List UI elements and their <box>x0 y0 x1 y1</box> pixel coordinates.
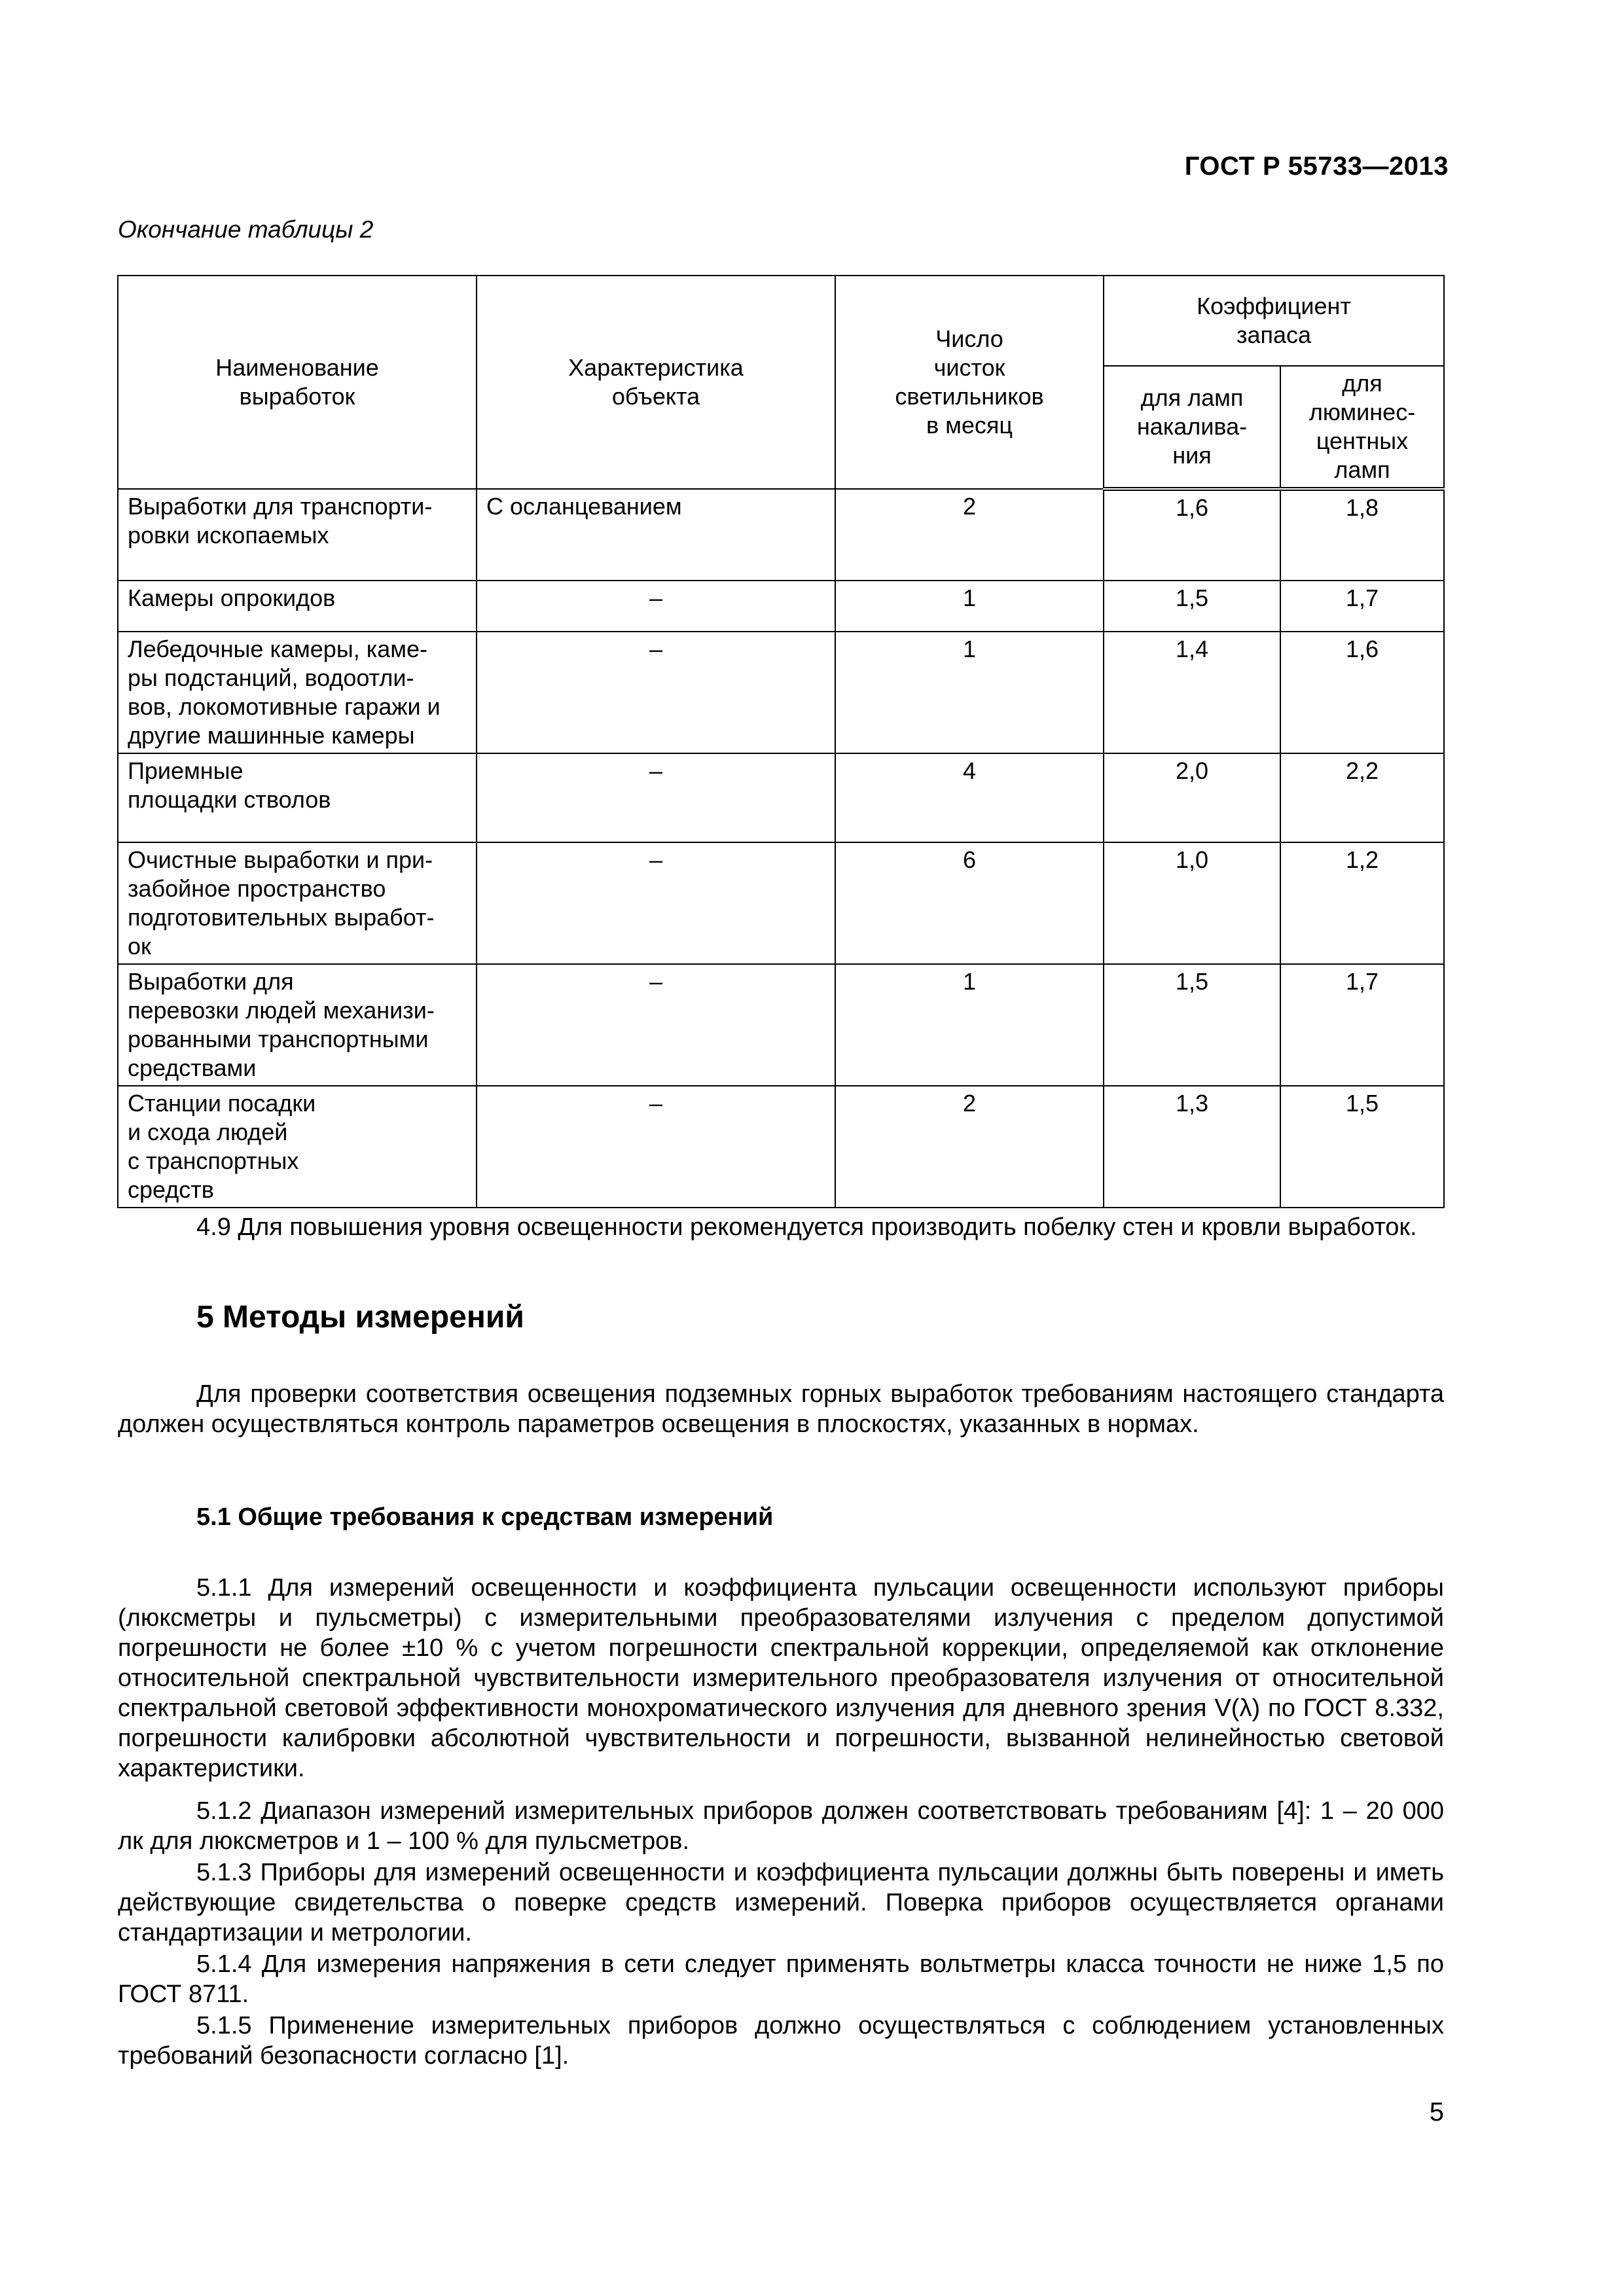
header-characteristic: Характеристика объекта <box>477 276 835 489</box>
document-id: ГОСТ Р 55733—2013 <box>1184 152 1449 181</box>
cell-cleanings: 1 <box>835 581 1104 632</box>
cell-fluorescent: 1,5 <box>1280 1086 1444 1208</box>
paragraph-5-intro: Для проверки соответствия освещения подземных горных выработок требованиям настоящего стандарта должен осуществляться контроль параметров освещения в плоскостях, указанных в нормах. <box>118 1380 1444 1438</box>
paragraph-4-9: 4.9 Для повышения уровня освещенности рекомендуется производить побелку стен и кровли выработок. <box>196 1213 1417 1241</box>
table-caption: Окончание таблицы 2 <box>118 216 374 243</box>
cell-cleanings: 2 <box>835 489 1104 581</box>
cell-incandescent: 1,5 <box>1104 964 1280 1086</box>
cell-name: Выработки для перевозки людей механизи- рованными транспортными средствами <box>118 964 477 1086</box>
cell-incandescent: 1,0 <box>1104 842 1280 964</box>
cell-incandescent: 1,5 <box>1104 581 1280 632</box>
cell-cleanings: 1 <box>835 632 1104 753</box>
paragraph-5-1-1: 5.1.1 Для измерений освещенности и коэффициента пульсации освещенности используют приборы (люксметры и пульсметры) с измерительными преобразователями излучения с пределом допустимой погрешности не более ±10 % с учетом погрешности спектральной коррекции, определяемой как отклонение относительной спектральной чувствительности измерительного преобразователя излучения от относительной спектральной световой эффективности монохроматического излучения для дневного зрения V(λ) по ГОСТ 8.332, погрешности калибровки абсолютной чувствительности и погрешности, вызванной нелинейностью световой характеристики. <box>118 1574 1444 1782</box>
header-name: Наименование выработок <box>118 276 477 489</box>
table-row <box>118 632 1444 753</box>
table-row <box>118 1086 1444 1208</box>
table-row <box>118 489 1444 581</box>
cell-name: Камеры опрокидов <box>118 581 477 632</box>
header-cleanings: Число чисток светильников в месяц <box>835 276 1104 489</box>
cell-characteristic: – <box>477 1086 835 1208</box>
cell-cleanings: 1 <box>835 964 1104 1086</box>
table-row <box>118 581 1444 632</box>
table-row <box>118 753 1444 842</box>
table-row <box>118 964 1444 1086</box>
header-reserve: Коэффициент запаса <box>1104 276 1444 366</box>
header-fluorescent: для люминес- центных ламп <box>1280 366 1444 489</box>
cell-characteristic: – <box>477 632 835 753</box>
cell-name: Приемные площадки стволов <box>118 753 477 842</box>
cell-characteristic: – <box>477 753 835 842</box>
cell-name: Станции посадки и схода людей с транспортных средств <box>118 1086 477 1208</box>
cell-incandescent: 1,6 <box>1104 489 1280 581</box>
paragraph-5-1-2: 5.1.2 Диапазон измерений измерительных приборов должен соответствовать требованиям [4]: 1 – 20 000 лк для люксметров и 1 – 100 % для пульсметров. <box>118 1797 1444 1855</box>
section-5-1-title: 5.1 Общие требования к средствам измерений <box>196 1503 774 1531</box>
cell-characteristic: – <box>477 581 835 632</box>
cell-fluorescent: 1,6 <box>1280 632 1444 753</box>
cell-characteristic: – <box>477 842 835 964</box>
cell-incandescent: 1,3 <box>1104 1086 1280 1208</box>
cell-characteristic: – <box>477 964 835 1086</box>
cell-incandescent: 1,4 <box>1104 632 1280 753</box>
cell-name: Лебедочные камеры, каме- ры подстанций, водоотли- вов, локомотивные гаражи и другие машинные камеры <box>118 632 477 753</box>
cell-fluorescent: 1,7 <box>1280 964 1444 1086</box>
section-5-title: 5 Методы измерений <box>196 1300 524 1335</box>
cell-fluorescent: 1,7 <box>1280 581 1444 632</box>
cell-cleanings: 6 <box>835 842 1104 964</box>
cell-incandescent: 2,0 <box>1104 753 1280 842</box>
paragraph-5-1-5: 5.1.5 Применение измерительных приборов должно осуществляться с соблюдением установленных требований безопасности согласно [1]. <box>118 2012 1444 2070</box>
table-body <box>118 489 1444 1208</box>
cell-cleanings: 2 <box>835 1086 1104 1208</box>
cell-fluorescent: 2,2 <box>1280 753 1444 842</box>
header-incandescent: для ламп накалива- ния <box>1104 366 1280 489</box>
paragraph-5-1-3: 5.1.3 Приборы для измерений освещенности и коэффициента пульсации должны быть поверены и иметь действующие свидетельства о поверке средств измерений. Поверка приборов осуществляется органами стандартизации и метрологии. <box>118 1859 1444 1946</box>
table-row <box>118 842 1444 964</box>
paragraph-5-1-4: 5.1.4 Для измерения напряжения в сети следует применять вольтметры класса точности не ниже 1,5 по ГОСТ 8711. <box>118 1950 1444 2008</box>
cell-cleanings: 4 <box>835 753 1104 842</box>
cell-characteristic: С осланцеванием <box>477 489 835 581</box>
cell-fluorescent: 1,8 <box>1280 489 1444 581</box>
cell-name: Выработки для транспорти- ровки ископаемых <box>118 489 477 581</box>
table-head <box>118 276 1444 489</box>
cell-name: Очистные выработки и при- забойное пространство подготовительных выработ- ок <box>118 842 477 964</box>
cell-fluorescent: 1,2 <box>1280 842 1444 964</box>
lighting-reserve-table <box>117 275 1445 1208</box>
page-number: 5 <box>1429 2098 1444 2126</box>
